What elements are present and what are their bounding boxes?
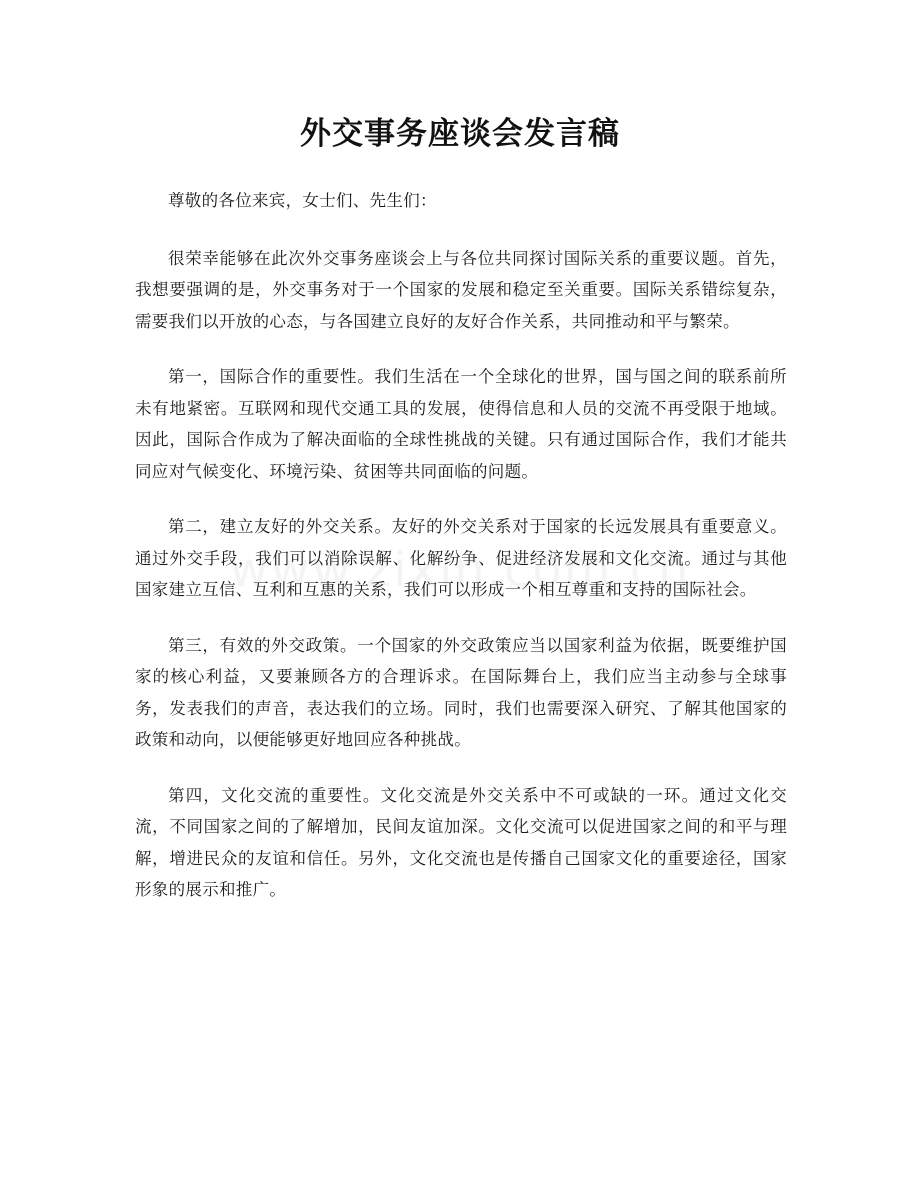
salutation: 尊敬的各位来宾，女士们、先生们： [168, 191, 437, 210]
paragraph-fourth-point: 第四，文化交流的重要性。文化交流是外交关系中不可或缺的一环。通过文化交流，不同国家之间的了解增加，民间友谊加深。文化交流可以促进国家之间的和平与理解，增进民众的友谊和信任。另外，文化交流也是传播自己国家文化的重要途径，国家形象的展示和推广。 [135, 785, 787, 899]
document-body [135, 185, 787, 930]
paragraph-second-point: 第二，建立友好的外交关系。友好的外交关系对于国家的长远发展具有重要意义。通过外交手段，我们可以消除误解、化解纷争、促进经济发展和文化交流。通过与其他国家建立互信、互利和互惠的关系，我们可以形成一个相互尊重和支持的国际社会。 [135, 517, 787, 599]
paragraph-third-point: 第三，有效的外交政策。一个国家的外交政策应当以国家利益为依据，既要维护国家的核心利益，又要兼顾各方的合理诉求。在国际舞台上，我们应当主动参与全球事务，发表我们的声音，表达我们的立场。同时，我们也需要深入研究、了解其他国家的政策和动向，以便能够更好地回应各种挑战。 [135, 635, 787, 749]
paragraph-first-point: 第一，国际合作的重要性。我们生活在一个全球化的世界，国与国之间的联系前所未有地紧密。互联网和现代交通工具的发展，使得信息和人员的交流不再受限于地域。因此，国际合作成为了解决面临的全球性挑战的关键。只有通过国际合作，我们才能共同应对气候变化、环境污染、贫困等共同面临的问题。 [135, 367, 787, 481]
paragraph-intro: 很荣幸能够在此次外交事务座谈会上与各位共同探讨国际关系的重要议题。首先，我想要强调的是，外交事务对于一个国家的发展和稳定至关重要。国际关系错综复杂，需要我们以开放的心态，与各国建立良好的友好合作关系，共同推动和平与繁荣。 [135, 248, 787, 331]
document-title: 外交事务座谈会发言稿 [300, 116, 620, 152]
